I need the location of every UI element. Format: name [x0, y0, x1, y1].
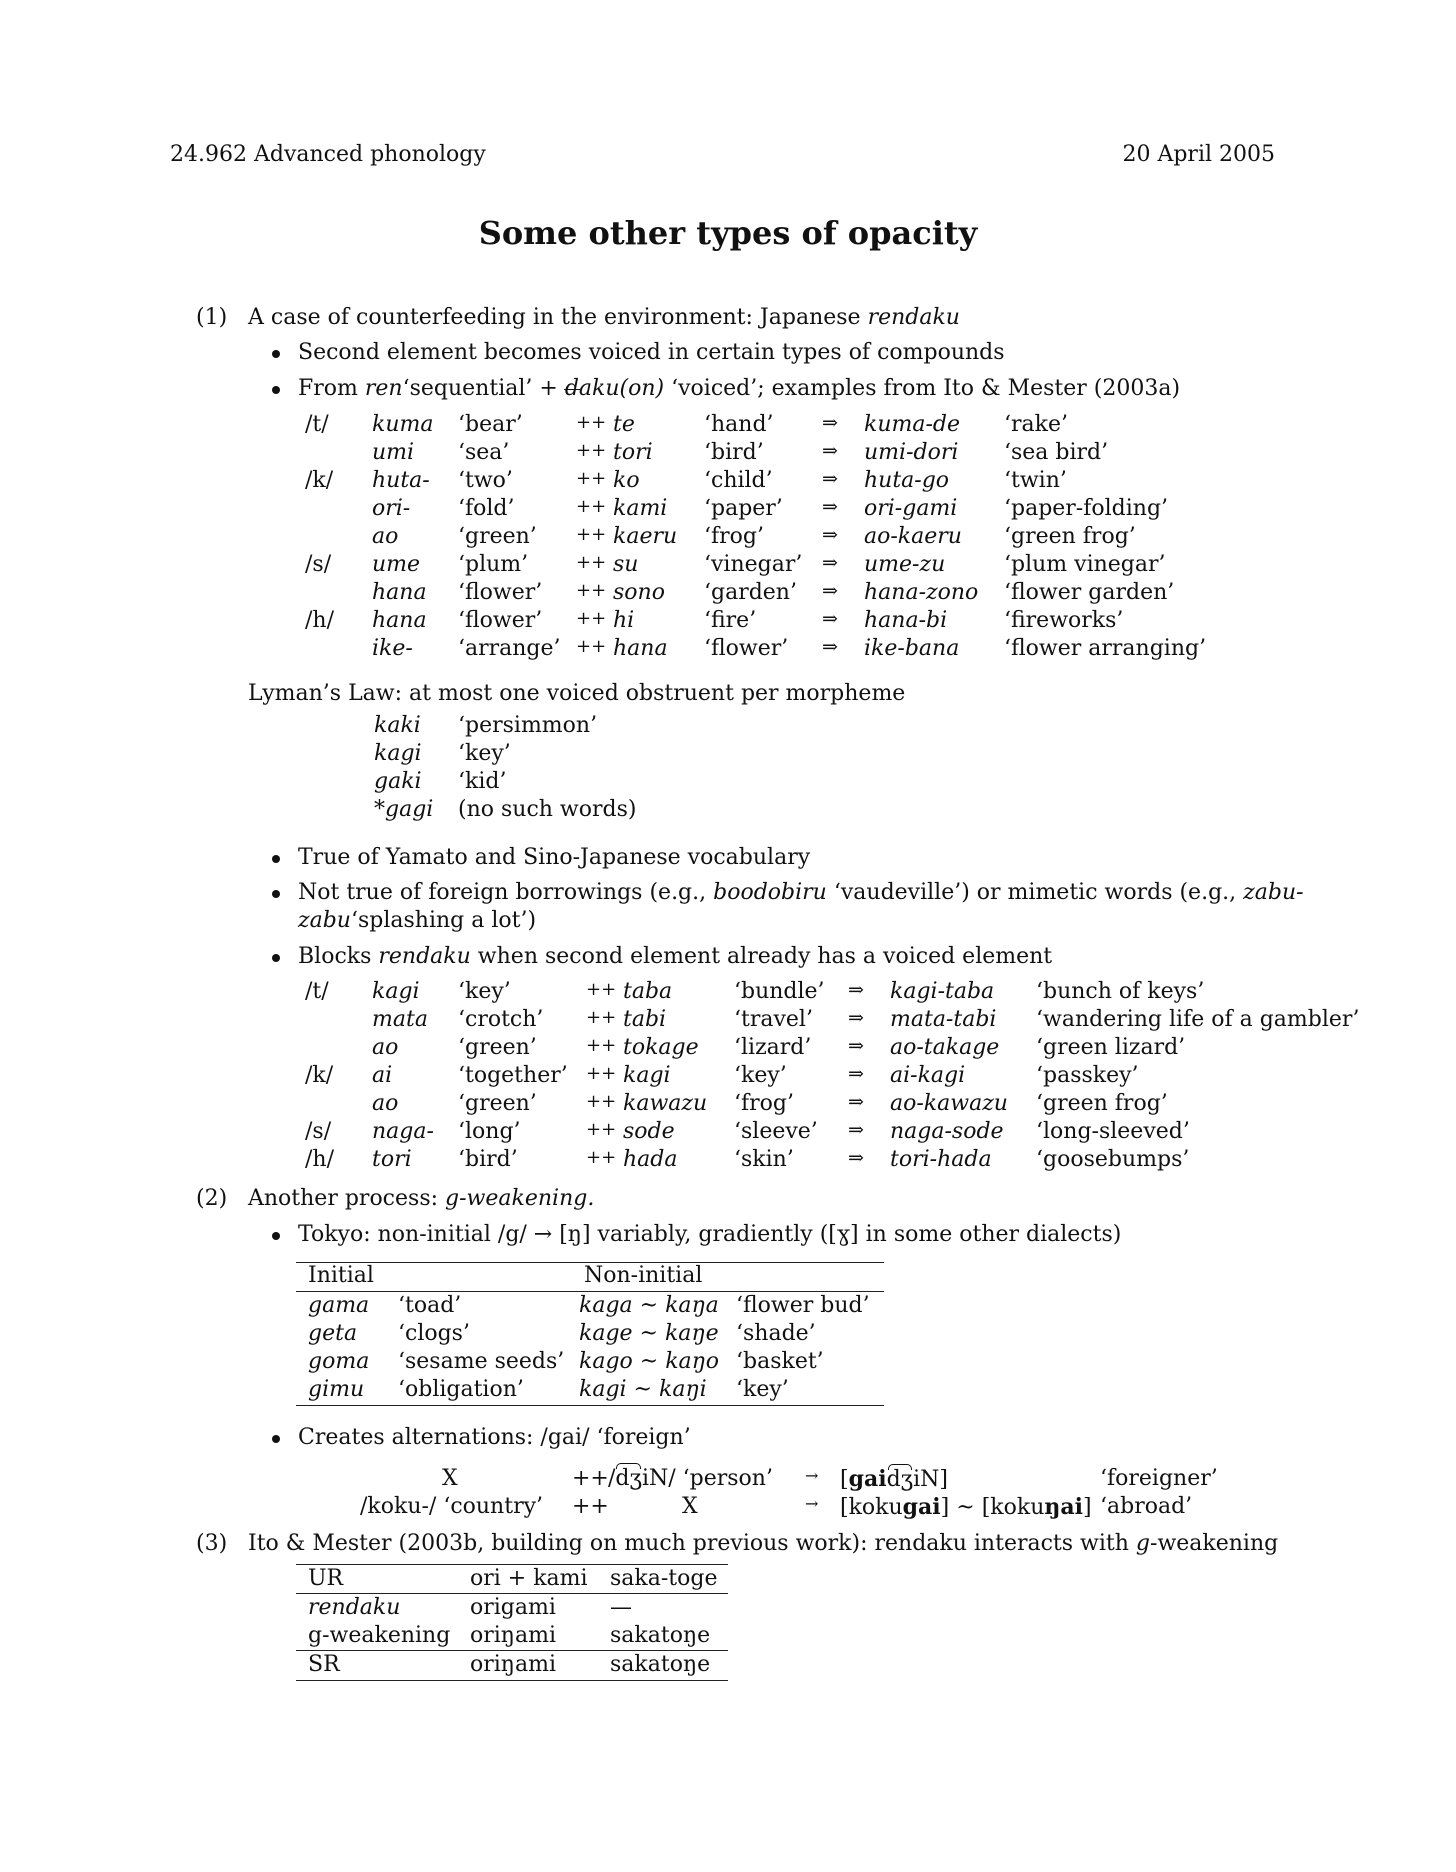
compound-gloss: ‘long-sleeved’: [1036, 1119, 1190, 1144]
compound-form: ike-bana: [864, 636, 960, 661]
alternation-x: X: [442, 1466, 458, 1491]
second-element: sono: [613, 580, 665, 605]
arrow-cell: ⇒: [822, 412, 838, 434]
bullet-marker: [272, 855, 280, 863]
second-element: kawazu: [623, 1091, 708, 1116]
text-fragment: when second element already has a voiced element: [477, 944, 1053, 969]
arrow-cell: ⇒: [848, 1007, 864, 1029]
table-rule: [296, 1291, 884, 1292]
table-cell: saka-toge: [610, 1566, 718, 1591]
compound-marker: ++: [586, 1007, 617, 1028]
gloss: ‘foreigner’: [1100, 1466, 1218, 1491]
first-gloss: ‘two’: [458, 468, 513, 493]
compound-marker: ++: [586, 979, 617, 1000]
noninitial-gloss: ‘basket’: [736, 1349, 824, 1374]
compound-marker: ++: [586, 1147, 617, 1168]
table-rule: [296, 1650, 728, 1651]
section-heading: [248, 1186, 594, 1211]
first-gloss: ‘long’: [458, 1119, 521, 1144]
table-cell: oriŋami: [470, 1652, 556, 1677]
second-gloss: ‘bundle’: [734, 979, 825, 1004]
lyman-word: kaki: [374, 713, 421, 738]
first-gloss: ‘together’: [458, 1063, 568, 1088]
initial-word: gimu: [308, 1377, 365, 1402]
first-element: kagi: [372, 979, 420, 1004]
compound-form: kagi-taba: [890, 979, 995, 1004]
second-element: hana: [613, 636, 668, 661]
initial-gloss: ‘obligation’: [398, 1377, 524, 1402]
compound-gloss: ‘twin’: [1004, 468, 1067, 493]
compound-form: ao-takage: [890, 1035, 1000, 1060]
initial-word: geta: [308, 1321, 358, 1346]
second-gloss: ‘flower’: [704, 636, 789, 661]
tilde: ~: [956, 1495, 975, 1520]
heading-term: rendaku: [867, 305, 960, 330]
compound-marker: ++: [576, 496, 607, 517]
lymans-law: Lyman’s Law: at most one voiced obstruent per morpheme: [248, 681, 906, 706]
phoneme-cell: /k/: [305, 1063, 334, 1088]
bullet-text-continued: [298, 908, 536, 933]
section-number: (1): [196, 305, 228, 330]
compound-marker: ++: [576, 468, 607, 489]
text-fragment: examples from Ito & Mester (2003a): [771, 376, 1181, 401]
bullet-text: Creates alternations: /gai/ ‘foreign’: [298, 1425, 691, 1450]
text-fragment: [koku: [840, 1495, 903, 1520]
text-fragment: ‘splashing a lot’): [350, 908, 537, 933]
first-gloss: ‘flower’: [458, 608, 543, 633]
second-gloss: ‘child’: [704, 468, 773, 493]
second-element: ko: [613, 468, 640, 493]
table-cell: ori + kami: [470, 1566, 588, 1591]
bullet-marker: [272, 1232, 280, 1240]
tie-bar-segment: dʒ: [615, 1466, 642, 1491]
column-header-noninitial: Non-initial: [584, 1263, 703, 1288]
noninitial-words: kage ~ kaŋe: [579, 1321, 719, 1346]
heading-term: g-weakening.: [445, 1186, 595, 1211]
term-zabu: zabu-: [1243, 880, 1304, 905]
bullet-text: [298, 880, 1304, 905]
compound-gloss: ‘paper-folding’: [1004, 496, 1169, 521]
first-element: hana: [372, 608, 427, 633]
compound-gloss: ‘goosebumps’: [1036, 1147, 1190, 1172]
compound-form: ume-zu: [864, 552, 946, 577]
text-fragment: Not true of foreign borrowings (e.g.,: [298, 880, 707, 905]
second-element: tokage: [623, 1035, 699, 1060]
second-element: hada: [623, 1147, 678, 1172]
initial-gloss: ‘clogs’: [398, 1321, 470, 1346]
compound-marker: ++: [576, 552, 607, 573]
first-element: ai: [372, 1063, 393, 1088]
compound-form: huta-go: [864, 468, 950, 493]
term-daku: aku(on): [578, 376, 665, 401]
second-gloss: ‘key’: [734, 1063, 787, 1088]
arrow-cell: ⇒: [822, 524, 838, 546]
row-label: g-weakening: [308, 1623, 451, 1648]
arrow-cell: ⇒: [822, 468, 838, 490]
arrow-cell: ⇒: [822, 496, 838, 518]
underlying-form: [608, 1466, 773, 1491]
compound-form: naga-sode: [890, 1119, 1004, 1144]
term-daku-d: d: [564, 376, 579, 401]
first-element: ume: [372, 552, 421, 577]
compound-form: tori-hada: [890, 1147, 992, 1172]
first-element: ike-: [372, 636, 413, 661]
second-element: kami: [613, 496, 668, 521]
second-element: tabi: [623, 1007, 667, 1032]
first-gloss: ‘green’: [458, 524, 537, 549]
compound-marker: ++: [586, 1063, 617, 1084]
text-fragment: ‘sequential’ +: [402, 376, 558, 401]
second-element: kaeru: [613, 524, 678, 549]
compound-gloss: ‘green lizard’: [1036, 1035, 1186, 1060]
text-fragment: ‘vaudeville’) or mimetic words (e.g.,: [833, 880, 1237, 905]
heading-text: Ito & Mester (2003b, building on much previous work): rendaku interacts with: [248, 1531, 1129, 1556]
second-element: hi: [613, 608, 635, 633]
phoneme-cell: /s/: [305, 1119, 332, 1144]
compound-form: kuma-de: [864, 412, 961, 437]
lyman-gloss: ‘key’: [458, 741, 511, 766]
first-element: mata: [372, 1007, 428, 1032]
compound-marker: ++: [576, 524, 607, 545]
arrow-cell: ⇒: [848, 1119, 864, 1141]
table-rule: [296, 1405, 884, 1406]
compound-marker: ++: [576, 412, 607, 433]
first-element: kuma: [372, 412, 434, 437]
second-element: tori: [613, 440, 653, 465]
second-gloss: ‘frog’: [734, 1091, 794, 1116]
term-zabu: zabu: [298, 908, 351, 933]
gloss: ‘abroad’: [1100, 1494, 1193, 1519]
arrow-cell: ⇒: [848, 979, 864, 1001]
bullet-marker: [272, 350, 280, 358]
compound-form: mata-tabi: [890, 1007, 997, 1032]
arrow-cell: ⇒: [822, 440, 838, 462]
heading-text: -weakening: [1150, 1531, 1279, 1556]
lyman-word: gaki: [374, 769, 422, 794]
compound-form: ao-kaeru: [864, 524, 962, 549]
text-fragment: Blocks: [298, 944, 372, 969]
second-gloss: ‘fire’: [704, 608, 757, 633]
noninitial-gloss: ‘key’: [736, 1377, 789, 1402]
first-element: ao: [372, 1091, 399, 1116]
first-gloss: ‘plum’: [458, 552, 529, 577]
first-element: hana: [372, 580, 427, 605]
lyman-gloss: (no such words): [458, 797, 637, 822]
compound-form: ao-kawazu: [890, 1091, 1008, 1116]
compound-marker: ++: [586, 1091, 617, 1112]
bullet-text: Second element becomes voiced in certain types of compounds: [298, 340, 1005, 365]
column-header-initial: Initial: [308, 1263, 374, 1288]
arrow-cell: ⇒: [822, 580, 838, 602]
bullet-text: [298, 376, 1180, 401]
row-label: SR: [308, 1652, 340, 1677]
compound-gloss: ‘fireworks’: [1004, 608, 1124, 633]
bullet-text: True of Yamato and Sino-Japanese vocabulary: [298, 845, 811, 870]
table-rule: [296, 1680, 728, 1681]
text-fragment: [: [840, 1467, 849, 1492]
noninitial-gloss: ‘shade’: [736, 1321, 816, 1346]
first-element: umi: [372, 440, 415, 465]
term-g: g: [1135, 1531, 1151, 1556]
plus-plus: ++: [572, 1466, 609, 1491]
compound-form: hana-bi: [864, 608, 948, 633]
bullet-marker: [272, 890, 280, 898]
page-title: Some other types of opacity: [478, 214, 978, 252]
compound-form: hana-zono: [864, 580, 979, 605]
arrow-cell: ⇒: [822, 552, 838, 574]
compound-marker: ++: [576, 608, 607, 629]
arrow-cell: ⇒: [848, 1035, 864, 1057]
bold-fragment: gai: [902, 1494, 941, 1520]
second-gloss: ‘paper’: [704, 496, 783, 521]
compound-gloss: ‘bunch of keys’: [1036, 979, 1205, 1004]
date: 20 April 2005: [1122, 142, 1275, 167]
compound-gloss: ‘wandering life of a gambler’: [1036, 1007, 1360, 1032]
initial-gloss: ‘sesame seeds’: [398, 1349, 565, 1374]
phoneme-cell: /h/: [305, 608, 334, 633]
bullet-text: Tokyo: non-initial /g/ → [ŋ] variably, gradiently ([ɣ] in some other dialects): [298, 1222, 1122, 1247]
noninitial-words: kaga ~ kaŋa: [579, 1293, 719, 1318]
arrow-cell: ⇒: [822, 608, 838, 630]
table-rule: [296, 1593, 728, 1594]
text-fragment: iN]: [913, 1467, 948, 1492]
second-gloss: ‘sleeve’: [734, 1119, 818, 1144]
lyman-word: *gagi: [374, 797, 434, 822]
table-cell: sakatoŋe: [610, 1652, 711, 1677]
arrow-cell: ⇒: [848, 1091, 864, 1113]
second-element: taba: [623, 979, 673, 1004]
arrow-cell: ⇒: [848, 1063, 864, 1085]
section-heading: [248, 1531, 1278, 1556]
arrow: →: [805, 1494, 819, 1513]
first-element: huta-: [372, 468, 430, 493]
alternation-x: X: [682, 1494, 698, 1519]
heading-text: A case of counterfeeding in the environment: Japanese: [248, 305, 861, 330]
second-gloss: ‘hand’: [704, 412, 774, 437]
phoneme-cell: /h/: [305, 1147, 334, 1172]
phoneme-cell: /t/: [305, 412, 329, 437]
underlying-form: /koku-/ ‘country’: [360, 1494, 544, 1519]
first-gloss: ‘bear’: [458, 412, 523, 437]
text-fragment: [koku: [981, 1495, 1045, 1520]
second-element: su: [613, 552, 639, 577]
bold-fragment: ŋai: [1044, 1494, 1083, 1520]
compound-gloss: ‘flower garden’: [1004, 580, 1175, 605]
first-element: tori: [372, 1147, 412, 1172]
compound-marker: ++: [576, 440, 607, 461]
compound-form: umi-dori: [864, 440, 959, 465]
second-gloss: ‘skin’: [734, 1147, 794, 1172]
row-label: rendaku: [308, 1595, 401, 1620]
phoneme-cell: /k/: [305, 468, 334, 493]
heading-text: Another process:: [248, 1186, 439, 1211]
section-number: (2): [196, 1186, 228, 1211]
bullet-marker: [272, 1435, 280, 1443]
bold-fragment: gai: [848, 1466, 887, 1492]
first-gloss: ‘arrange’: [458, 636, 561, 661]
surface-form: [840, 1466, 948, 1492]
first-gloss: ‘flower’: [458, 580, 543, 605]
noninitial-gloss: ‘flower bud’: [736, 1293, 870, 1318]
plus-plus: ++: [572, 1494, 609, 1519]
compound-gloss: ‘rake’: [1004, 412, 1068, 437]
term-rendaku: rendaku: [378, 944, 471, 969]
section-number: (3): [196, 1531, 228, 1556]
second-gloss: ‘vinegar’: [704, 552, 803, 577]
arrow-cell: ⇒: [848, 1147, 864, 1169]
first-element: ao: [372, 1035, 399, 1060]
term-boodobiru: boodobiru: [713, 880, 827, 905]
tie-bar-segment: dʒ: [886, 1467, 914, 1492]
noninitial-words: kagi ~ kaŋi: [579, 1377, 707, 1402]
surface-forms: [840, 1494, 1092, 1520]
initial-word: gama: [308, 1293, 370, 1318]
arrow-cell: ⇒: [822, 636, 838, 658]
initial-word: goma: [308, 1349, 370, 1374]
table-cell: sakatoŋe: [610, 1623, 711, 1648]
term-ren: ren: [364, 376, 403, 401]
compound-gloss: ‘sea bird’: [1004, 440, 1109, 465]
second-gloss: ‘lizard’: [734, 1035, 812, 1060]
row-label: UR: [308, 1566, 344, 1591]
initial-gloss: ‘toad’: [398, 1293, 462, 1318]
first-element: ao: [372, 524, 399, 549]
phoneme-cell: /t/: [305, 979, 329, 1004]
second-element: te: [613, 412, 635, 437]
arrow: →: [805, 1466, 819, 1485]
compound-gloss: ‘plum vinegar’: [1004, 552, 1166, 577]
compound-marker: ++: [586, 1035, 617, 1056]
lyman-gloss: ‘kid’: [458, 769, 507, 794]
text-fragment: /: [608, 1466, 616, 1491]
compound-marker: ++: [576, 636, 607, 657]
compound-gloss: ‘green frog’: [1036, 1091, 1168, 1116]
bullet-marker: [272, 954, 280, 962]
first-gloss: ‘green’: [458, 1035, 537, 1060]
first-gloss: ‘sea’: [458, 440, 510, 465]
section-heading: [248, 305, 960, 330]
text-fragment: iN/ ‘person’: [641, 1466, 773, 1491]
table-cell: origami: [470, 1595, 556, 1620]
compound-marker: ++: [576, 580, 607, 601]
bullet-marker: [272, 386, 280, 394]
first-gloss: ‘green’: [458, 1091, 537, 1116]
text-fragment: ]: [1082, 1495, 1092, 1520]
first-gloss: ‘key’: [458, 979, 511, 1004]
second-element: sode: [623, 1119, 675, 1144]
lyman-gloss: ‘persimmon’: [458, 713, 598, 738]
first-element: naga-: [372, 1119, 434, 1144]
table-rule: [296, 1564, 728, 1565]
second-gloss: ‘travel’: [734, 1007, 813, 1032]
first-gloss: ‘bird’: [458, 1147, 518, 1172]
text-fragment: ]: [940, 1495, 950, 1520]
compound-marker: ++: [586, 1119, 617, 1140]
compound-gloss: ‘green frog’: [1004, 524, 1136, 549]
noninitial-words: kago ~ kaŋo: [579, 1349, 720, 1374]
second-gloss: ‘bird’: [704, 440, 764, 465]
bullet-text: [298, 944, 1052, 969]
phoneme-cell: /s/: [305, 552, 332, 577]
compound-gloss: ‘flower arranging’: [1004, 636, 1207, 661]
text-fragment: ‘voiced’;: [671, 376, 765, 401]
compound-form: ori-gami: [864, 496, 958, 521]
second-gloss: ‘garden’: [704, 580, 797, 605]
table-cell: —: [610, 1595, 632, 1620]
text-fragment: From: [298, 376, 358, 401]
second-element: kagi: [623, 1063, 671, 1088]
lyman-word: kagi: [374, 741, 422, 766]
compound-gloss: ‘passkey’: [1036, 1063, 1139, 1088]
compound-form: ai-kagi: [890, 1063, 966, 1088]
table-cell: oriŋami: [470, 1623, 556, 1648]
course-title: 24.962 Advanced phonology: [170, 142, 486, 167]
second-gloss: ‘frog’: [704, 524, 764, 549]
first-element: ori-: [372, 496, 411, 521]
first-gloss: ‘crotch’: [458, 1007, 544, 1032]
first-gloss: ‘fold’: [458, 496, 515, 521]
